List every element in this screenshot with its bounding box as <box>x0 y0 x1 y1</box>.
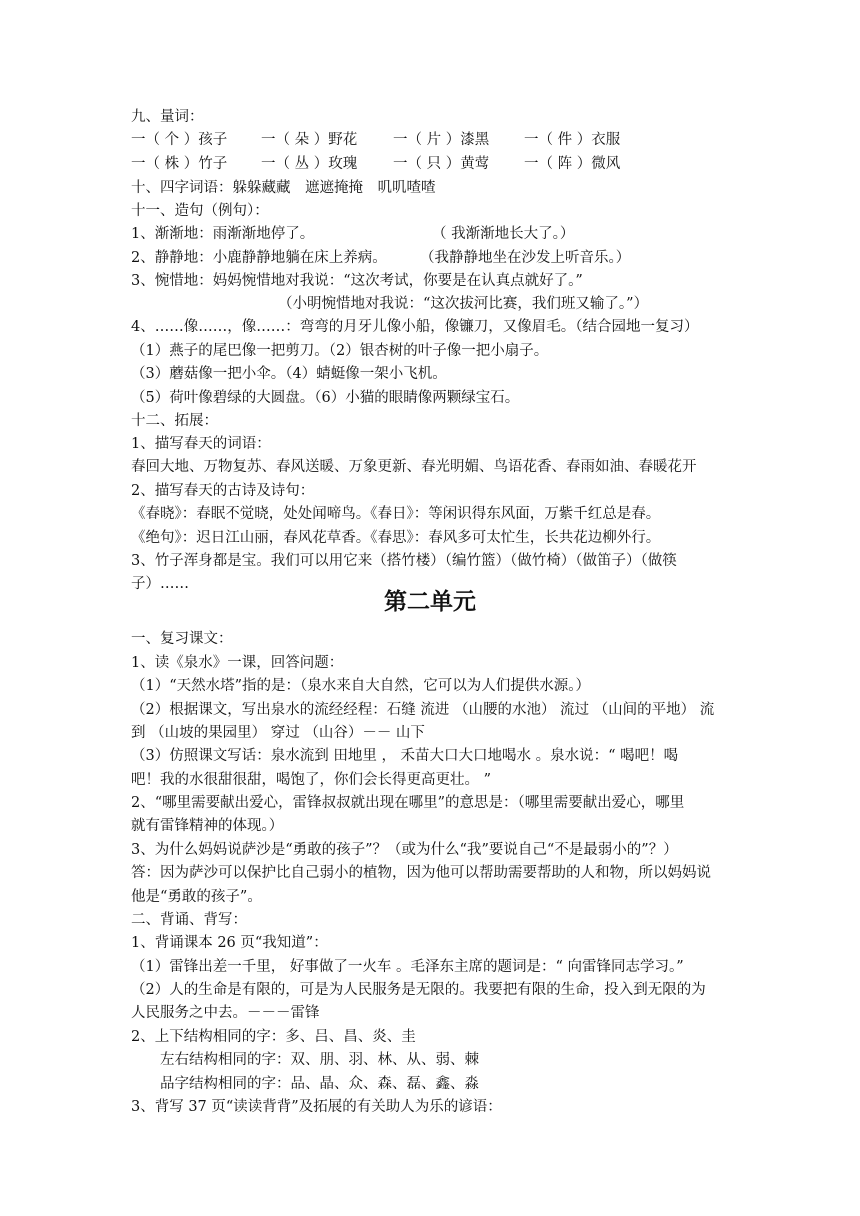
unit2-line: 答：因为萨沙可以保护比自己弱小的植物，因为他可以帮助需要帮助的人和物，所以妈妈说 <box>131 865 711 881</box>
unit-title: 第二单元 <box>384 588 476 615</box>
unit2-line: 左右结构相同的字：双、朋、羽、林、从、弱、棘 <box>160 1052 479 1068</box>
measure-words-row <box>0 128 860 152</box>
unit2-line: 他是“勇敢的孩子”。 <box>131 889 262 905</box>
sentence-line: （3）蘑菇像一把小伞。（4）蜻蜓像一架小飞机。 <box>131 366 447 382</box>
measure-word-item: 一（ 朵 ）野花 <box>261 132 358 148</box>
extension-line: 2、描写春天的古诗及诗句： <box>131 483 315 499</box>
unit2-line: （3）仿照课文写话：泉水流到 田地里 ， 禾苗大口大口地喝水 。泉水说：“ 喝吧！喝 <box>131 748 679 764</box>
measure-word-item: 一（ 阵 ）微风 <box>524 156 621 172</box>
extension-line: 子）…… <box>131 576 189 592</box>
unit2-line: 2、上下结构相同的字：多、吕、昌、炎、圭 <box>131 1029 416 1045</box>
unit2-line: （2）人的生命是有限的，可是为人民服务是无限的。我要把有限的生命，投入到无限的为 <box>131 982 706 998</box>
sentence-line: （小明惋惜地对我说：“这次拔河比赛，我们班又输了。”） <box>278 296 649 312</box>
measure-word-item: 一（ 片 ）漆黑 <box>393 132 490 148</box>
measure-word-item: 一（ 株 ）竹子 <box>131 156 228 172</box>
unit2-line: 人民服务之中去。－－－雷锋 <box>131 1005 320 1021</box>
measure-words-row <box>0 152 860 176</box>
measure-word-item: 一（ 只 ）黄莺 <box>393 156 490 172</box>
measure-words-heading: 九、量词： <box>131 109 204 125</box>
unit2-line: 品字结构相同的字：品、晶、众、森、磊、鑫、淼 <box>160 1076 479 1092</box>
unit2-line: 二、背诵、背写： <box>131 912 247 928</box>
sentence-heading: 十一、造句（例句）： <box>131 203 269 219</box>
extension-line: 《春晓》：春眠不觉晓，处处闻啼鸟。《春日》：等闲识得东风面，万紫千红总是春。 <box>131 506 661 522</box>
unit2-line: 到 （山坡的果园里） 穿过 （山谷）－－ 山下 <box>131 725 425 741</box>
unit2-line: 3、为什么妈妈说萨沙是“勇敢的孩子”？（或为什么“我”要说自己“不是最弱小的”？） <box>131 842 678 858</box>
sentence-line: 2、静静地：小鹿静静地躺在床上养病。 （我静静地坐在沙发上听音乐。） <box>131 250 631 266</box>
unit2-line: 3、背写 37 页“读读背背”及拓展的有关助人为乐的谚语： <box>131 1099 502 1115</box>
sentence-line: 1、渐渐地：雨渐渐地停了。 （ 我渐渐地长大了。） <box>131 226 575 242</box>
four-char-words: 十、四字词语：躲躲藏藏 遮遮掩掩 叽叽喳喳 <box>131 180 436 196</box>
unit2-line: 一、复习课文： <box>131 631 233 647</box>
sentence-line: 3、惋惜地：妈妈惋惜地对我说：“这次考试，你要是在认真点就好了。” <box>131 273 583 289</box>
extension-line: 1、描写春天的词语： <box>131 436 271 452</box>
extension-line: 《绝句》：迟日江山丽，春风花草香。《春思》：春风多可太忙生，长共花边柳外行。 <box>131 530 661 546</box>
unit2-line: 吧！我的水很甜很甜，喝饱了，你们会长得更高更壮。 ” <box>131 772 492 788</box>
unit2-line: （1）雷锋出差一千里， 好事做了一火车 。毛泽东主席的题词是：“ 向雷锋同志学习。” <box>131 959 684 975</box>
sentence-line: （1）燕子的尾巴像一把剪刀。（2）银杏树的叶子像一把小扇子。 <box>131 343 549 359</box>
extension-line: 春回大地、万物复苏、春风送暖、万象更新、春光明媚、鸟语花香、春雨如油、春暖花开 <box>131 459 697 475</box>
sentence-line: （5）荷叶像碧绿的大圆盘。（6）小猫的眼睛像两颗绿宝石。 <box>131 390 520 406</box>
unit2-line: （1）“天然水塔”指的是：（泉水来自大自然，它可以为人们提供水源。） <box>131 678 591 694</box>
unit2-line: 就有雷锋精神的体现。） <box>131 818 284 834</box>
extension-heading: 十二、拓展： <box>131 413 218 429</box>
measure-word-item: 一（ 丛 ）玫瑰 <box>261 156 358 172</box>
measure-word-item: 一（ 个 ）孩子 <box>131 132 228 148</box>
extension-line: 3、竹子浑身都是宝。我们可以用它来（搭竹楼）（编竹篮）（做竹椅）（做笛子）（做筷 <box>131 553 677 569</box>
unit2-line: 1、读《泉水》一课，回答问题： <box>131 655 344 671</box>
unit2-line: 1、背诵课本 26 页“我知道”： <box>131 935 328 951</box>
unit2-line: 2、“哪里需要献出爱心，雷锋叔叔就出现在哪里”的意思是：（哪里需要献出爱心，哪里 <box>131 795 685 811</box>
unit2-line: （2）根据课文，写出泉水的流经经程：石缝 流进 （山腰的水池） 流过 （山间的平地） 流 <box>131 702 715 718</box>
measure-word-item: 一（ 件 ）衣服 <box>524 132 621 148</box>
sentence-line: 4、……像……，像……：弯弯的月牙儿像小船，像镰刀，又像眉毛。（结合园地一复习） <box>131 319 699 335</box>
